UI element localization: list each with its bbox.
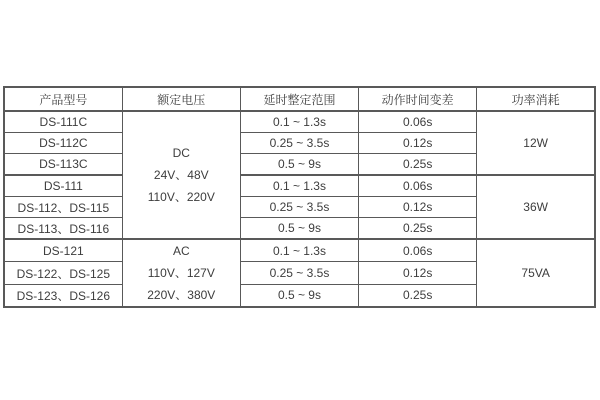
voltage-line: DC [172,146,190,160]
model-cell: DS-111 [4,175,122,197]
header-delay-setting-range: 延时整定范围 [240,87,358,111]
model-cell: DS-113、DS-116 [4,218,122,240]
voltage-line: 110V、220V [147,190,215,204]
power-cell-75va: 75VA [477,239,595,307]
voltage-line: 220V、380V [147,288,216,302]
delay-range-cell: 0.1 ~ 1.3s [240,239,358,262]
delay-range-cell: 0.25 ~ 3.5s [240,133,358,154]
model-cell: DS-113C [4,154,122,176]
voltage-line: 110V、127V [147,266,215,280]
header-row [4,87,595,111]
time-variation-cell: 0.12s [359,262,477,284]
delay-range-cell: 0.25 ~ 3.5s [240,262,358,284]
delay-range-cell: 0.1 ~ 1.3s [240,175,358,197]
table-row [4,239,595,262]
header-action-time-variation: 动作时间变差 [359,87,477,111]
power-cell-36w: 36W [477,175,595,239]
delay-range-cell: 0.1 ~ 1.3s [240,111,358,133]
time-variation-cell: 0.06s [359,111,477,133]
time-variation-cell: 0.06s [359,175,477,197]
voltage-cell-dc [122,111,240,239]
time-variation-cell: 0.25s [359,218,477,240]
delay-range-cell: 0.5 ~ 9s [240,218,358,240]
model-cell: DS-112、DS-115 [4,197,122,218]
header-rated-voltage: 额定电压 [122,87,240,111]
model-cell: DS-121 [4,239,122,262]
product-spec-table [3,86,596,308]
model-cell: DS-111C [4,111,122,133]
delay-range-cell: 0.5 ~ 9s [240,284,358,307]
power-cell-12w: 12W [477,111,595,175]
model-cell: DS-122、DS-125 [4,262,122,284]
time-variation-cell: 0.12s [359,133,477,154]
delay-range-cell: 0.25 ~ 3.5s [240,197,358,218]
time-variation-cell: 0.25s [359,154,477,176]
time-variation-cell: 0.25s [359,284,477,307]
voltage-line: 24V、48V [153,168,209,182]
model-cell: DS-112C [4,133,122,154]
model-cell: DS-123、DS-126 [4,284,122,307]
voltage-line: AC [172,244,190,258]
delay-range-cell: 0.5 ~ 9s [240,154,358,176]
voltage-cell-ac [122,239,240,307]
table-row [4,175,595,197]
header-power-consumption: 功率消耗 [477,87,595,111]
header-product-model: 产品型号 [4,87,122,111]
time-variation-cell: 0.06s [359,239,477,262]
time-variation-cell: 0.12s [359,197,477,218]
table-row [4,111,595,133]
